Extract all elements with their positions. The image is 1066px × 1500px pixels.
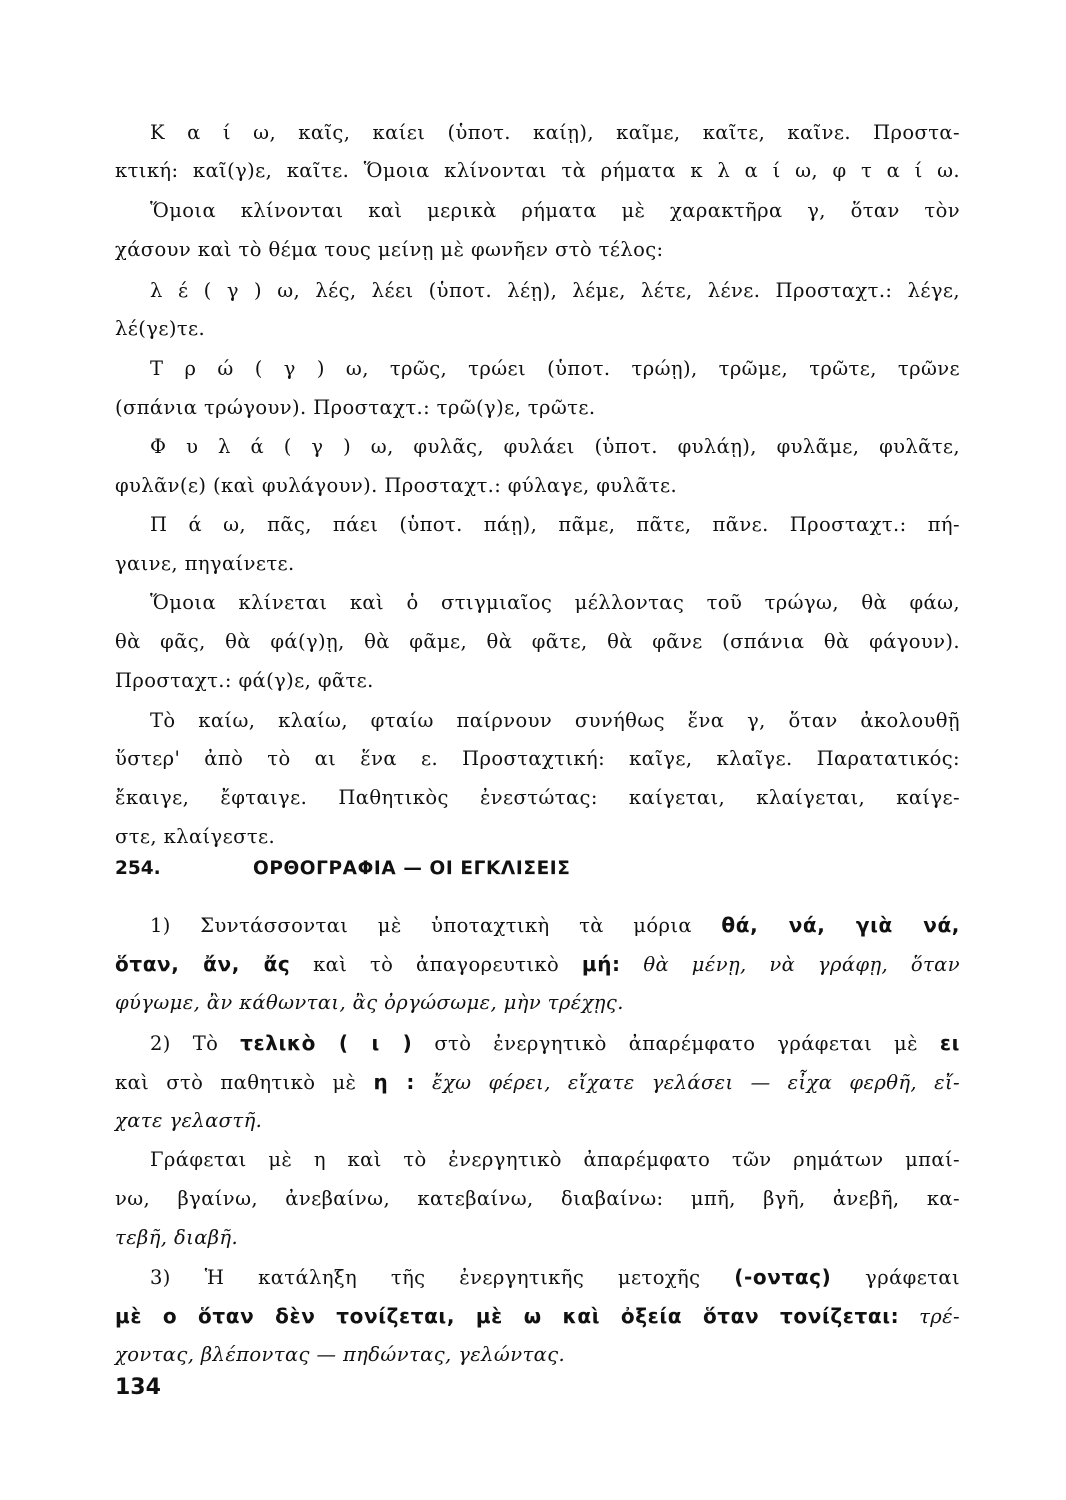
text-line: θὰ φᾶς, θὰ φά(γ)ῃ, θὰ φᾶμε, θὰ φᾶτε, θὰ φᾶνε (σπάνια θὰ φάγουν). [115, 630, 960, 653]
text-span: καὶ τὸ ἀπαγορευτικὸ [290, 953, 582, 976]
text-line: Ὅμοια κλίνεται καὶ ὁ στιγμιαῖος μέλλοντας τοῦ τρώγω, θὰ φάω, [150, 591, 960, 614]
text-line: Φ υ λ ά ( γ ) ω, φυλᾶς, φυλάει (ὑποτ. φυλάῃ), φυλᾶμε, φυλᾶτε, [150, 435, 960, 458]
text-line: φυλᾶν(ε) (καὶ φυλάγουν). Προσταχτ.: φύλαγε, φυλᾶτε. [115, 474, 678, 497]
text-line [150, 1264, 960, 1291]
text-line [150, 912, 960, 939]
text-line: νω, βγαίνω, ἀνεβαίνω, κατεβαίνω, διαβαίνω: μπῆ, βγῆ, ἀνεβῆ, κα- [115, 1187, 960, 1210]
text-line: Ὅμοια κλίνονται καὶ μερικὰ ρήματα μὲ χαρακτῆρα γ, ὅταν τὸν [150, 199, 960, 222]
section-title: ΟΡΘΟΓΡΑΦΙΑ — ΟΙ ΕΓΚΛΙΣΕΙΣ [253, 858, 571, 879]
text-line: Τὸ καίω, κλαίω, φταίω παίρνουν συνήθως ἕνα γ, ὅταν ἀκολουθῇ [150, 709, 960, 732]
text-line: Γράφεται μὲ η καὶ τὸ ἐνεργητικὸ ἀπαρέμφατο τῶν ρημάτων μπαί- [150, 1148, 960, 1171]
text-span: 1) Συντάσσονται μὲ ὑποταχτικὴ τὰ μόρια [150, 914, 722, 937]
text-line [115, 951, 960, 978]
text-line: Προσταχτ.: φά(γ)ε, φᾶτε. [115, 669, 374, 692]
text-line: χάσουν καὶ τὸ θέμα τους μείνῃ μὲ φωνῆεν στὸ τέλος: [115, 238, 664, 261]
text-line: χατε γελαστῆ. [115, 1109, 263, 1132]
bold-term: (-οντας) [734, 1265, 832, 1289]
bold-term: τελικὸ ( ι ) [240, 1031, 413, 1055]
bold-term: μὲ ο ὅταν δὲν τονίζεται, μὲ ω καὶ ὀξεία ὅταν τονίζεται: [115, 1304, 900, 1328]
text-span: 3) Ἡ κατάληξη τῆς ἐνεργητικῆς μετοχῆς [150, 1266, 735, 1289]
text-line [115, 1069, 960, 1096]
example-text: ἔχω φέρει, εἴχατε γελάσει — εἶχα φερθῆ, εἴ- [414, 1071, 961, 1094]
text-line [150, 1030, 960, 1057]
text-line: Π ά ω, πᾶς, πάει (ὑποτ. πάῃ), πᾶμε, πᾶτε, πᾶνε. Προσταχτ.: πή- [150, 513, 960, 536]
example-text: θὰ μένῃ, νὰ γράφῃ, ὅταν [620, 953, 960, 976]
text-span: 2) Τὸ [150, 1032, 241, 1055]
section-number: 254. [115, 858, 161, 879]
text-line: χοντας, βλέποντας — πηδώντας, γελώντας. [115, 1343, 566, 1366]
text-line: ὕστερ' ἀπὸ τὸ αι ἕνα ε. Προσταχτική: καῖγε, κλαῖγε. Παρατατικός: [115, 747, 960, 770]
bold-term: θά, νά, γιὰ νά, [721, 913, 960, 937]
bold-term: μή: [581, 952, 621, 976]
text-line: λέ(γε)τε. [115, 317, 206, 340]
text-line: στε, κλαίγεστε. [115, 825, 276, 848]
text-span: στὸ ἐνεργητικὸ ἀπαρέμφατο γράφεται μὲ [412, 1032, 940, 1055]
bold-term: ει [939, 1031, 960, 1055]
bold-term: η : [373, 1070, 415, 1094]
text-line: τεβῆ, διαβῆ. [115, 1226, 239, 1249]
text-line: Τ ρ ώ ( γ ) ω, τρῶς, τρώει (ὑποτ. τρώῃ), τρῶμε, τρῶτε, τρῶνε [150, 357, 960, 380]
text-line: φύγωμε, ἂν κάθωνται, ἂς ὀργώσωμε, μὴν τρέχῃς. [115, 991, 624, 1014]
bold-term: ὅταν, ἄν, ἄς [115, 952, 291, 976]
text-line: γαινε, πηγαίνετε. [115, 552, 295, 575]
text-line: λ έ ( γ ) ω, λές, λέει (ὑποτ. λέῃ), λέμε, λέτε, λένε. Προσταχτ.: λέγε, [150, 279, 960, 302]
text-line: Κ α ί ω, καῖς, καίει (ὑποτ. καίῃ), καῖμε, καῖτε, καῖνε. Προστα- [150, 121, 960, 144]
text-line: ἔκαιγε, ἔφταιγε. Παθητικὸς ἐνεστώτας: καίγεται, κλαίγεται, καίγε- [115, 786, 960, 809]
text-span: καὶ στὸ παθητικὸ μὲ [115, 1071, 374, 1094]
text-line [115, 1303, 960, 1330]
page-number: 134 [115, 1375, 161, 1400]
example-text: τρέ- [899, 1305, 960, 1328]
text-span: γράφεται [831, 1266, 960, 1289]
text-line: κτική: καῖ(γ)ε, καῖτε. Ὅμοια κλίνονται τὰ ρήματα κ λ α ί ω, φ τ α ί ω. [115, 159, 960, 182]
text-line: (σπάνια τρώγουν). Προσταχτ.: τρῶ(γ)ε, τρῶτε. [115, 396, 596, 419]
